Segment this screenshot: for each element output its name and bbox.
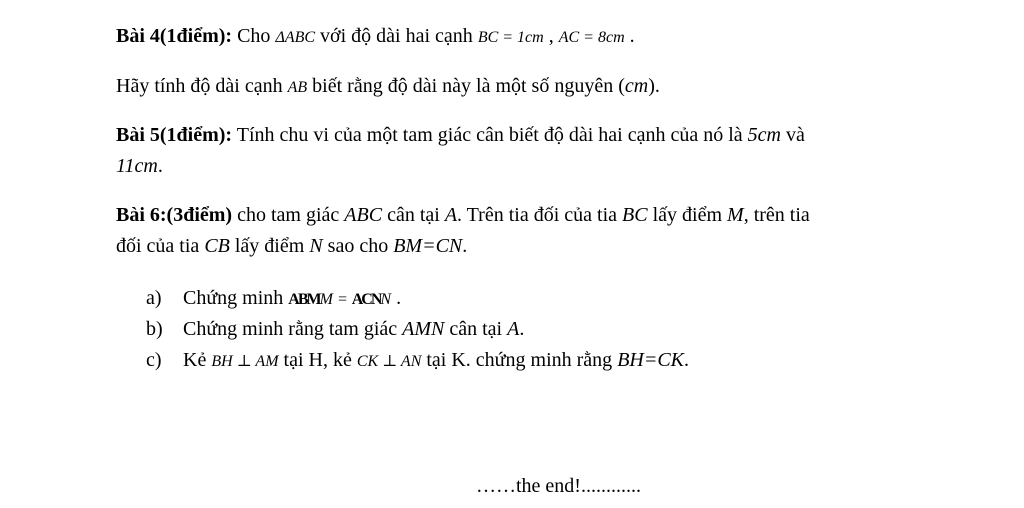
item-a-text: Chứng minh: [183, 287, 284, 309]
item-a: [146, 285, 401, 313]
exercise-4-question-end: ).: [648, 75, 660, 97]
item-c: [146, 347, 689, 375]
exercise-4-text: với độ dài hai cạnh: [320, 25, 473, 47]
exercise-4-line-1: [116, 23, 635, 51]
triangle-amn: AMN: [402, 318, 445, 340]
side-ac-value: AC = 8cm: [558, 29, 625, 46]
point-m: M: [727, 204, 744, 226]
exercise-6-text: , trên tia: [743, 204, 810, 226]
angle-acn-suffix: N: [380, 291, 392, 308]
the-end-footer: ……the end!............: [476, 475, 641, 497]
unit-cm: cm: [624, 75, 649, 97]
exercise-6-text: . Trên tia đối của tia: [457, 204, 618, 226]
item-b-text: cân tại: [449, 318, 503, 340]
side-bc-value: BC = 1cm: [477, 29, 544, 46]
side-ab: AB: [287, 79, 308, 96]
equals-sign: =: [332, 291, 352, 308]
triangle-abc: ΔABC: [275, 29, 316, 46]
item-a-label: a): [146, 287, 162, 309]
exercise-5-text: Tính chu vi của một tam giác cân biết độ dài hai cạnh của nó là: [236, 124, 743, 146]
exercise-6-title: Bài 6:(3điểm): [116, 204, 233, 226]
exercise-6-line-1: [116, 202, 810, 228]
exercise-6-text: lấy điểm: [234, 235, 305, 257]
item-b: [146, 316, 524, 342]
exercise-4-question: Hãy tính độ dài cạnh: [116, 75, 283, 97]
separator: ,: [548, 25, 554, 47]
exercise-5-text: và: [786, 124, 805, 146]
exercise-4-text: Cho: [237, 25, 271, 47]
item-c-text: tại K. chứng minh rằng: [426, 349, 613, 371]
exercise-6-text: cân tại: [387, 204, 440, 226]
item-c-label: c): [146, 349, 162, 371]
period: .: [396, 287, 402, 309]
angle-abm-suffix: M: [319, 291, 333, 308]
exercise-5-line-2: [116, 153, 163, 179]
exercise-5-line-1: [116, 122, 805, 148]
side-value-2: 11cm: [116, 155, 158, 177]
equality-bh-ck: BH=CK: [617, 349, 685, 371]
angle-acn-symbol: ACN: [351, 291, 381, 308]
exercise-5-title: Bài 5(1điểm):: [116, 124, 233, 146]
exercise-4-question: biết rằng độ dài này là một số nguyên (: [312, 75, 625, 97]
triangle-name: ABC: [344, 204, 383, 226]
exercise-4-line-2: [116, 73, 660, 101]
exercise-6-text: sao cho: [327, 235, 389, 257]
period: .: [684, 349, 690, 371]
period: .: [462, 235, 468, 257]
ray-bc: BC: [622, 204, 648, 226]
exercise-6-text: đối của tia: [116, 235, 200, 257]
perpendicular-bh-am: BH ⊥ AM: [211, 353, 279, 370]
exercise-6-line-2: [116, 233, 467, 259]
vertex-a: A: [507, 318, 520, 340]
side-value-1: 5cm: [747, 124, 781, 146]
ray-cb: CB: [204, 235, 230, 257]
period: .: [157, 155, 163, 177]
perpendicular-ck-an: CK ⊥ AN: [356, 353, 422, 370]
angle-abm-symbol: ABM: [288, 291, 320, 308]
period: .: [519, 318, 525, 340]
period: .: [629, 25, 635, 47]
exercise-4-title: Bài 4(1điểm):: [116, 25, 233, 47]
exercise-6-text: lấy điểm: [652, 204, 723, 226]
vertex-a: A: [444, 204, 458, 226]
item-b-text: Chứng minh rằng tam giác: [183, 318, 398, 340]
item-b-label: b): [146, 318, 163, 340]
exercise-6-text: cho tam giác: [237, 204, 340, 226]
item-c-text: Kẻ: [183, 349, 207, 371]
point-n: N: [309, 235, 323, 257]
item-c-text: tại H, kẻ: [283, 349, 352, 371]
equality-bm-cn: BM=CN: [393, 235, 463, 257]
